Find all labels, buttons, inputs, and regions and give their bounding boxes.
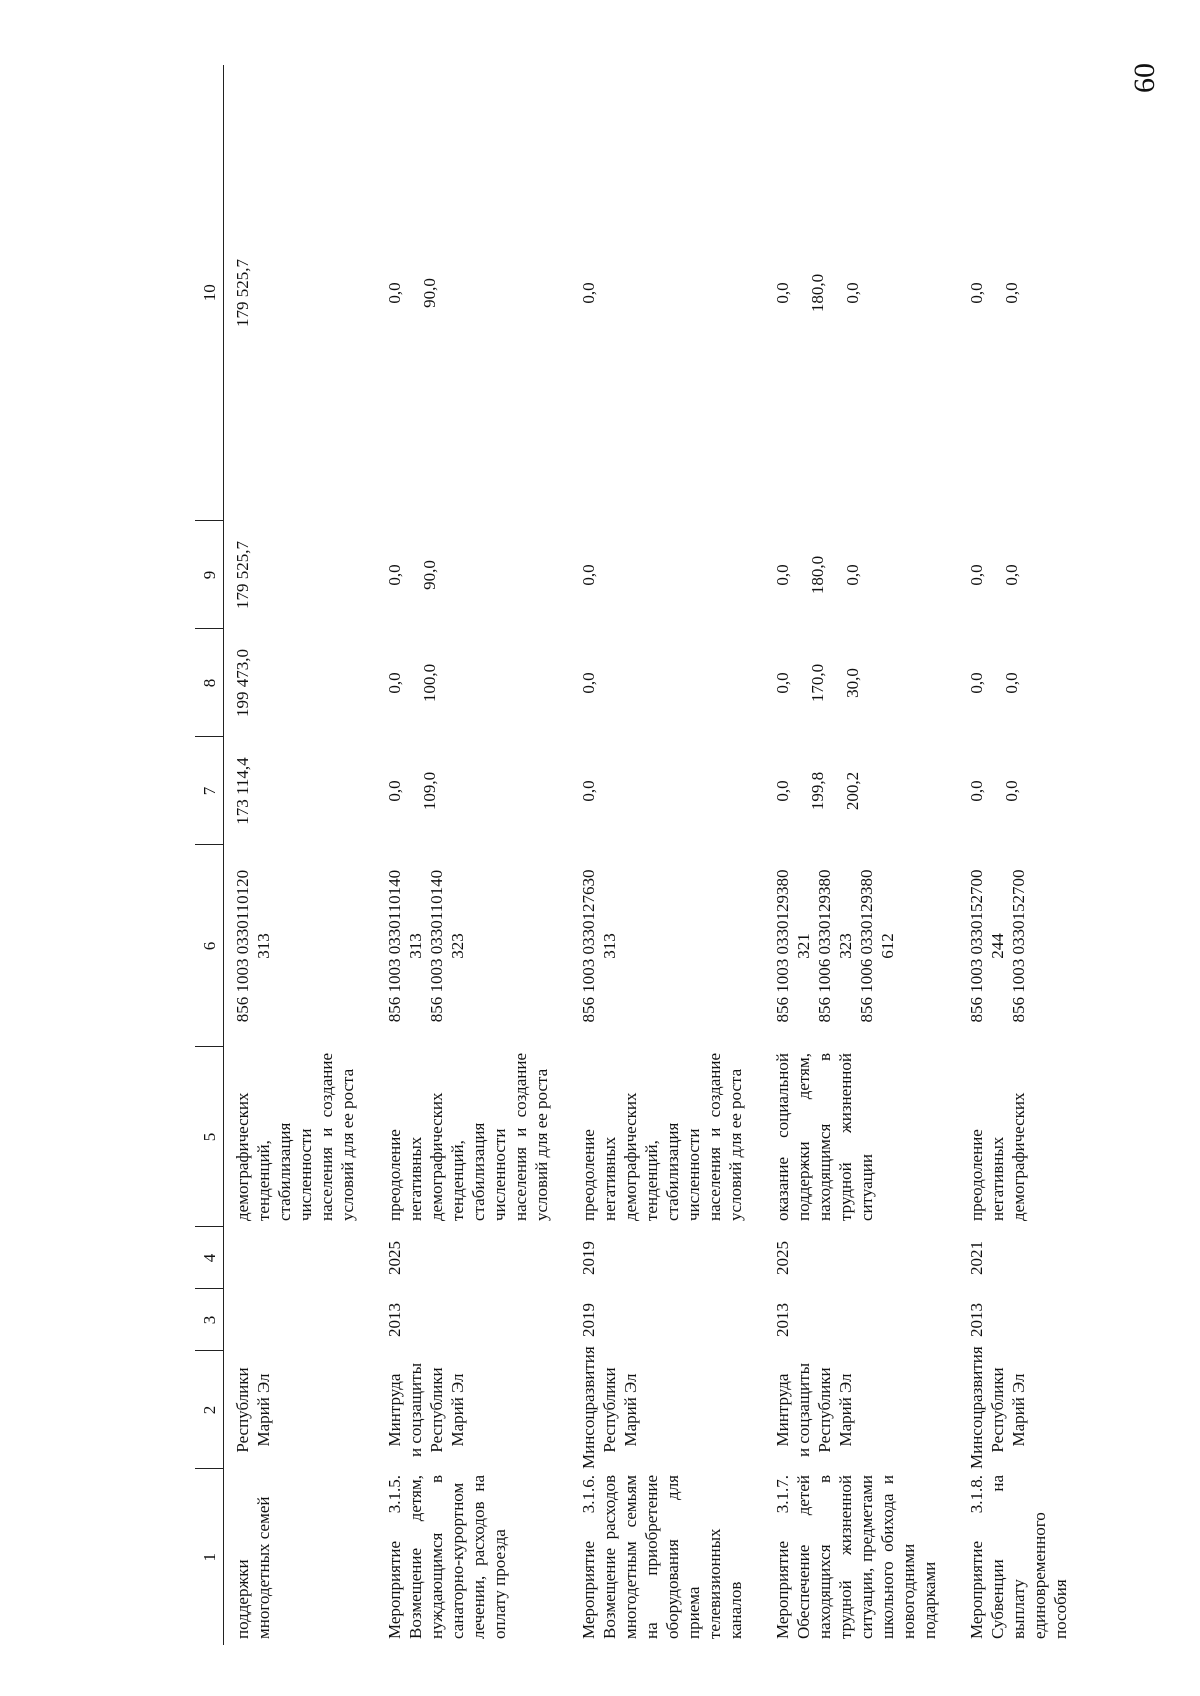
end-year-cell: 2025 bbox=[773, 1241, 792, 1275]
cell-line: Минсоцразвития bbox=[967, 1346, 986, 1469]
column-header: 9 bbox=[195, 521, 224, 629]
measure-name-cell: Мероприятие 3.1.8. Субвенции на выплату единовременного пособия bbox=[967, 1475, 1070, 1639]
result-cell: преодоление негативных демографических bbox=[967, 1092, 1028, 1221]
column-header: 4 bbox=[195, 1227, 224, 1289]
cell-line: 109,0 bbox=[420, 771, 439, 811]
amount-cell-v7 bbox=[376, 737, 570, 845]
amount-gap bbox=[405, 743, 419, 839]
cell-line: 0,0 bbox=[773, 780, 792, 802]
amount-gap bbox=[828, 635, 842, 731]
end-year-cell: 2025 bbox=[385, 1241, 404, 1275]
cell-line: 0,0 bbox=[579, 780, 598, 802]
cell-line: и соцзащиты bbox=[794, 1363, 813, 1457]
result-cell: оказание социальной поддержки детям, находящимся в трудной жизненной ситуации bbox=[773, 1053, 876, 1221]
cell-line: 0,0 bbox=[1002, 780, 1021, 802]
cell-line: 856 1003 0330152700 bbox=[1009, 869, 1028, 1023]
cell-line: 0,0 bbox=[385, 282, 404, 304]
cell-line: Республики bbox=[988, 1367, 1007, 1453]
budget-code-cell bbox=[570, 845, 764, 1047]
amount-cell-v10 bbox=[958, 65, 1089, 521]
result-cell: преодоление негативных демографических тенденций, стабилизация численности населения и создание условий для ее роста bbox=[385, 1053, 551, 1221]
cell-line: 313 bbox=[406, 933, 425, 959]
amount-cell-v7 bbox=[570, 737, 764, 845]
amount-cell-v10 bbox=[764, 65, 958, 521]
budget-code-cell bbox=[376, 845, 570, 1047]
cell-line: 199,8 bbox=[808, 771, 827, 811]
measure-name-cell: поддержки многодетных семей bbox=[233, 1496, 273, 1639]
table-row bbox=[958, 65, 1089, 1645]
cell-line: Республики bbox=[815, 1367, 834, 1453]
amount-cell-v9 bbox=[764, 521, 958, 629]
amount-cell-v8 bbox=[958, 629, 1089, 737]
end-year-cell: 2019 bbox=[579, 1241, 598, 1275]
amount-gap bbox=[793, 71, 807, 515]
budget-code-cell bbox=[958, 845, 1089, 1047]
executor-cell bbox=[764, 1351, 958, 1469]
cell-line: 0,0 bbox=[843, 564, 862, 586]
cell-line: 0,0 bbox=[1002, 672, 1021, 694]
cell-line: 180,0 bbox=[808, 273, 827, 313]
cell-line: 90,0 bbox=[420, 560, 439, 590]
column-header: 2 bbox=[195, 1351, 224, 1469]
cell-line: 0,0 bbox=[773, 564, 792, 586]
cell-line: и соцзащиты bbox=[406, 1363, 425, 1457]
column-header: 1 bbox=[195, 1469, 224, 1645]
cell-line: 0,0 bbox=[579, 564, 598, 586]
cell-line: 856 1003 0330110140 bbox=[385, 869, 404, 1023]
amount-gap bbox=[405, 71, 419, 515]
cell-line: 0,0 bbox=[843, 282, 862, 304]
cell-line: 321 bbox=[794, 933, 813, 959]
cell-line: Марий Эл bbox=[836, 1373, 855, 1447]
cell-line: 0,0 bbox=[579, 282, 598, 304]
table-rotated-container bbox=[195, 65, 1075, 1645]
cell-line: 856 1003 0330152700 bbox=[967, 869, 986, 1023]
amount-cell-v8 bbox=[764, 629, 958, 737]
executor-cell bbox=[376, 1351, 570, 1469]
amount-gap bbox=[793, 635, 807, 731]
column-header: 3 bbox=[195, 1289, 224, 1351]
cell-line: 0,0 bbox=[1002, 282, 1021, 304]
result-cell: демографических тенденций, стабилизация численности населения и создание условий для ее роста bbox=[233, 1053, 357, 1221]
amount-cell-v8 bbox=[376, 629, 570, 737]
amount-gap bbox=[405, 527, 419, 623]
program-table bbox=[195, 65, 1089, 1645]
amount-gap bbox=[793, 743, 807, 839]
amount-gap bbox=[987, 527, 1001, 623]
table-row bbox=[764, 65, 958, 1645]
cell-line: 180,0 bbox=[808, 555, 827, 595]
cell-line: 856 1006 0330129380 bbox=[815, 869, 834, 1023]
cell-line: Минтруда bbox=[385, 1373, 404, 1447]
end-year-cell bbox=[224, 1227, 377, 1289]
cell-line: 612 bbox=[878, 933, 897, 959]
cell-line: 856 1003 0330127630 bbox=[579, 869, 598, 1023]
page-number: 60 bbox=[1128, 63, 1161, 93]
cell-line: 200,2 bbox=[843, 771, 862, 811]
amount-gap bbox=[828, 743, 842, 839]
cell-line: 313 bbox=[254, 933, 273, 959]
amount-cell-v10 bbox=[570, 65, 764, 521]
cell-line: 173 114,4 bbox=[233, 757, 252, 825]
amount-cell-v7 bbox=[958, 737, 1089, 845]
executor-cell bbox=[570, 1346, 764, 1469]
cell-line: Республики bbox=[233, 1367, 252, 1453]
amount-cell-v8 bbox=[570, 629, 764, 737]
amount-gap bbox=[828, 527, 842, 623]
start-year-cell: 2013 bbox=[385, 1303, 404, 1337]
amount-cell-v10 bbox=[224, 65, 377, 521]
cell-line: 179 525,7 bbox=[233, 259, 252, 327]
cell-line: 323 bbox=[836, 933, 855, 959]
column-header: 8 bbox=[195, 629, 224, 737]
start-year-cell: 2013 bbox=[773, 1303, 792, 1337]
cell-line: 0,0 bbox=[773, 282, 792, 304]
cell-line: Марий Эл bbox=[1009, 1373, 1028, 1447]
cell-line: 179 525,7 bbox=[233, 541, 252, 609]
amount-cell-v10 bbox=[376, 65, 570, 521]
column-header: 10 bbox=[195, 65, 224, 521]
amount-cell-v9 bbox=[570, 521, 764, 629]
amount-cell-v9 bbox=[224, 521, 377, 629]
start-year-cell: 2019 bbox=[579, 1303, 598, 1337]
cell-line: Марий Эл bbox=[621, 1373, 640, 1447]
header-row bbox=[195, 65, 224, 1645]
cell-line: 856 1006 0330129380 bbox=[857, 869, 876, 1023]
amount-gap bbox=[793, 527, 807, 623]
cell-line: 0,0 bbox=[967, 564, 986, 586]
amount-gap bbox=[987, 71, 1001, 515]
amount-cell-v7 bbox=[764, 737, 958, 845]
result-cell: преодоление негативных демографических тенденций, стабилизация численности населения и создание условий для ее роста bbox=[579, 1053, 745, 1221]
measure-name-cell: Мероприятие 3.1.6. Возмещение расходов многодетным семьям на приобретение оборудования для приема телевизионных каналов bbox=[579, 1475, 745, 1639]
cell-line: 90,0 bbox=[420, 278, 439, 308]
amount-gap bbox=[405, 635, 419, 731]
cell-line: 0,0 bbox=[385, 564, 404, 586]
cell-line: 170,0 bbox=[808, 663, 827, 703]
column-header: 6 bbox=[195, 845, 224, 1047]
cell-line: 856 1003 0330110120 bbox=[233, 869, 252, 1023]
cell-line: Минсоцразвития bbox=[579, 1346, 598, 1469]
measure-name-cell: Мероприятие 3.1.5. Возмещение детям, нуждающимся в санаторно-курортном лечении, расходов на оплату проезда bbox=[385, 1475, 509, 1639]
end-year-cell: 2021 bbox=[967, 1241, 986, 1275]
cell-line: 0,0 bbox=[579, 672, 598, 694]
cell-line: 244 bbox=[988, 933, 1007, 959]
amount-gap bbox=[987, 635, 1001, 731]
amount-gap bbox=[987, 743, 1001, 839]
column-header: 7 bbox=[195, 737, 224, 845]
cell-line: 0,0 bbox=[967, 780, 986, 802]
column-header: 5 bbox=[195, 1047, 224, 1227]
cell-line: 30,0 bbox=[843, 668, 862, 698]
cell-line: Марий Эл bbox=[448, 1373, 467, 1447]
cell-line: 0,0 bbox=[1002, 564, 1021, 586]
cell-line: Республики bbox=[427, 1367, 446, 1453]
executor-cell bbox=[224, 1351, 377, 1469]
cell-line: 856 1003 0330110140 bbox=[427, 869, 446, 1023]
table-row bbox=[570, 65, 764, 1645]
cell-line: Марий Эл bbox=[254, 1373, 273, 1447]
cell-line: 313 bbox=[600, 933, 619, 959]
table-body bbox=[224, 65, 1090, 1645]
cell-line: 0,0 bbox=[385, 780, 404, 802]
amount-gap bbox=[828, 71, 842, 515]
cell-line: 0,0 bbox=[773, 672, 792, 694]
table-row bbox=[376, 65, 570, 1645]
cell-line: 199 473,0 bbox=[233, 649, 252, 717]
table-row bbox=[224, 65, 377, 1645]
cell-line: 0,0 bbox=[967, 282, 986, 304]
amount-cell-v8 bbox=[224, 629, 377, 737]
budget-code-cell bbox=[224, 845, 377, 1047]
start-year-cell bbox=[224, 1289, 377, 1351]
measure-name-cell: Мероприятие 3.1.7. Обеспечение детей находящихся в трудной жизненной ситуации, предметами школьного обихода и новогодними подарками bbox=[773, 1475, 939, 1639]
amount-cell-v9 bbox=[376, 521, 570, 629]
cell-line: Республики bbox=[600, 1367, 619, 1453]
start-year-cell: 2013 bbox=[967, 1303, 986, 1337]
executor-cell bbox=[958, 1346, 1089, 1469]
amount-cell-v7 bbox=[224, 737, 377, 845]
cell-line: 0,0 bbox=[385, 672, 404, 694]
amount-cell-v9 bbox=[958, 521, 1089, 629]
cell-line: 323 bbox=[448, 933, 467, 959]
cell-line: 856 1003 0330129380 bbox=[773, 869, 792, 1023]
budget-code-cell bbox=[764, 845, 958, 1047]
cell-line: 100,0 bbox=[420, 663, 439, 703]
cell-line: Минтруда bbox=[773, 1373, 792, 1447]
cell-line: 0,0 bbox=[967, 672, 986, 694]
